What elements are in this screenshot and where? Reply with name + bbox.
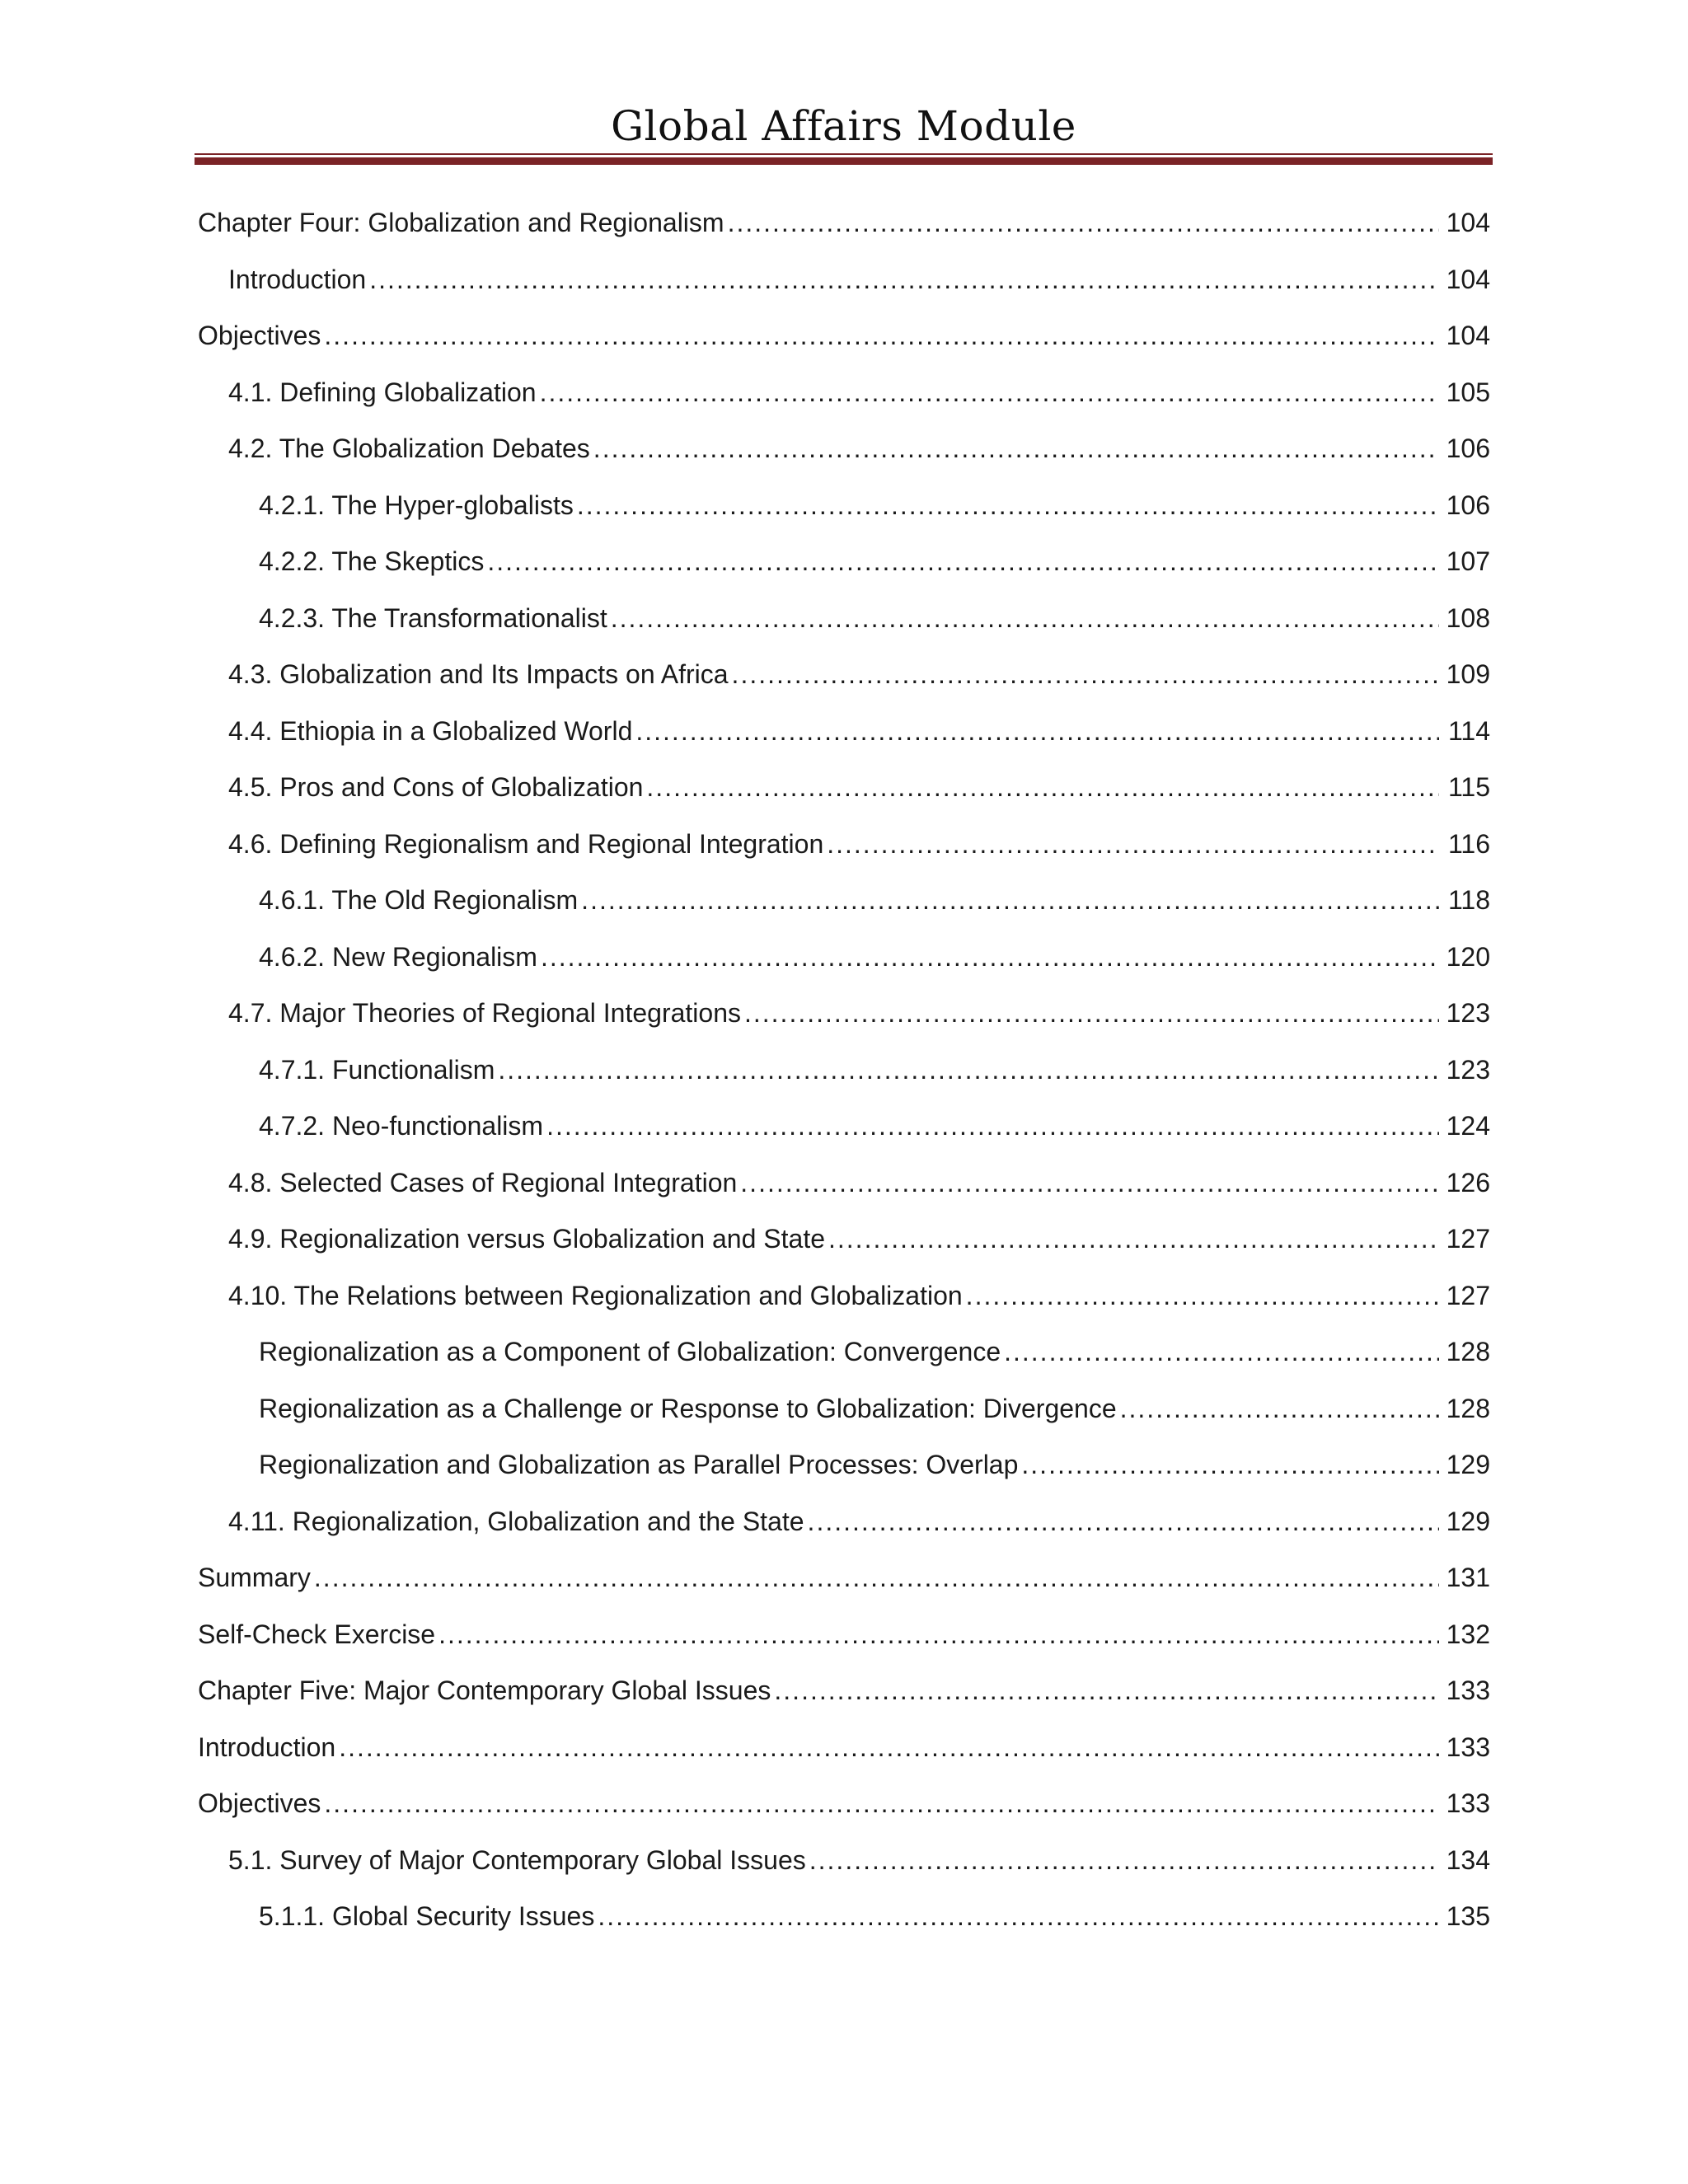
toc-entry-label: 4.2.3. The Transformationalist — [259, 602, 607, 633]
toc-dot-leader — [966, 1275, 1439, 1316]
toc-entry-label: Regionalization and Globalization as Parallel Processes: Overlap — [259, 1450, 1019, 1479]
toc-entry[interactable] — [198, 1783, 1490, 1840]
toc-entry[interactable] — [198, 1840, 1490, 1896]
toc-entry-label: Regionalization as a Challenge or Response to Globalization: Divergence — [259, 1393, 1117, 1423]
header-title: Global Affairs Module — [611, 102, 1076, 150]
toc-dot-leader — [646, 766, 1439, 808]
toc-dot-leader — [598, 1896, 1439, 1937]
toc-entry[interactable] — [198, 879, 1490, 936]
toc-entry-page-number: 114 — [1447, 715, 1490, 746]
toc-dot-leader — [728, 202, 1439, 243]
toc-dot-leader — [369, 259, 1439, 300]
toc-entry-label: Regionalization as a Component of Globalization: Convergence — [259, 1337, 1001, 1366]
toc-dot-leader — [438, 1614, 1439, 1655]
toc-dot-leader — [314, 1557, 1439, 1598]
toc-entry[interactable] — [198, 315, 1490, 372]
toc-entry-page-number: 129 — [1446, 1506, 1490, 1536]
toc-entry[interactable] — [198, 1557, 1490, 1614]
toc-entry[interactable] — [198, 428, 1490, 485]
toc-entry-page-number: 131 — [1446, 1563, 1490, 1592]
toc-entry-label: 4.7.2. Neo-functionalism — [259, 1111, 544, 1141]
toc-entry-label: 4.7.1. Functionalism — [259, 1054, 495, 1085]
toc-entry-label: 5.1. Survey of Major Contemporary Global Issues — [228, 1844, 806, 1875]
toc-entry-label: Introduction — [198, 1732, 336, 1762]
toc-entry-page-number: 129 — [1446, 1450, 1490, 1479]
toc-entry-label: Objectives — [198, 321, 321, 350]
toc-entry-page-number: 124 — [1446, 1111, 1490, 1141]
toc-dot-leader — [339, 1727, 1439, 1768]
toc-dot-leader — [577, 485, 1439, 526]
toc-entry[interactable] — [198, 1388, 1490, 1445]
toc-entry-page-number: 128 — [1446, 1337, 1490, 1366]
toc-entry-label: 4.2.2. The Skeptics — [259, 546, 485, 576]
toc-entry[interactable] — [198, 1275, 1490, 1332]
toc-entry-page-number: 116 — [1447, 828, 1490, 859]
toc-dot-leader — [1120, 1388, 1439, 1429]
toc-entry-page-number: 104 — [1446, 321, 1490, 350]
toc-entry-label: 4.5. Pros and Cons of Globalization — [228, 772, 644, 802]
toc-entry-page-number: 107 — [1446, 546, 1490, 576]
toc-dot-leader — [740, 1162, 1439, 1203]
toc-entry-page-number: 115 — [1447, 772, 1490, 802]
toc-dot-leader — [581, 879, 1439, 921]
toc-entry[interactable] — [198, 1049, 1490, 1106]
toc-entry-page-number: 108 — [1446, 602, 1490, 633]
header-rule-thin — [195, 153, 1493, 155]
table-of-contents — [198, 202, 1490, 1952]
toc-entry-label: Objectives — [198, 1788, 321, 1818]
toc-entry-page-number: 105 — [1446, 377, 1490, 407]
toc-dot-leader — [541, 936, 1439, 977]
toc-entry-page-number: 120 — [1446, 941, 1490, 972]
toc-entry-label: 4.2.1. The Hyper-globalists — [259, 490, 574, 520]
toc-entry-page-number: 123 — [1446, 998, 1490, 1028]
toc-dot-leader — [744, 992, 1439, 1033]
toc-entry-page-number: 106 — [1446, 490, 1490, 520]
toc-entry-page-number: 133 — [1446, 1788, 1490, 1818]
toc-entry-page-number: 123 — [1446, 1054, 1490, 1085]
toc-entry[interactable] — [198, 372, 1490, 429]
toc-entry-label: Introduction — [228, 264, 367, 294]
header-rule-thick — [195, 157, 1493, 165]
toc-entry[interactable] — [198, 1444, 1490, 1501]
toc-dot-leader — [324, 1783, 1439, 1824]
toc-entry[interactable] — [198, 766, 1490, 823]
toc-dot-leader — [809, 1840, 1439, 1881]
toc-dot-leader — [324, 315, 1439, 356]
toc-entry[interactable] — [198, 1896, 1490, 1952]
toc-entry-label: 5.1.1. Global Security Issues — [259, 1901, 595, 1931]
toc-entry[interactable] — [198, 259, 1490, 316]
toc-entry[interactable] — [198, 1331, 1490, 1388]
toc-entry-label: Summary — [198, 1563, 311, 1592]
toc-entry[interactable] — [198, 1614, 1490, 1671]
toc-dot-leader — [611, 598, 1439, 639]
toc-entry-label: 4.6. Defining Regionalism and Regional Integration — [228, 828, 824, 859]
toc-entry-page-number: 104 — [1446, 208, 1490, 237]
toc-dot-leader — [1021, 1444, 1439, 1485]
toc-dot-leader — [593, 428, 1439, 469]
toc-entry[interactable] — [198, 1105, 1490, 1162]
toc-entry-page-number: 127 — [1446, 1280, 1490, 1310]
toc-entry-page-number: 109 — [1446, 659, 1490, 689]
toc-entry-page-number: 106 — [1446, 434, 1490, 463]
toc-entry-label: 4.6.2. New Regionalism — [259, 941, 537, 972]
toc-dot-leader — [498, 1049, 1439, 1090]
toc-entry-page-number: 118 — [1447, 885, 1490, 915]
toc-dot-leader — [827, 823, 1439, 865]
toc-entry-label: 4.6.1. The Old Regionalism — [259, 885, 579, 915]
toc-entry-page-number: 135 — [1446, 1901, 1490, 1931]
toc-entry[interactable] — [198, 598, 1490, 654]
toc-entry[interactable] — [198, 1727, 1490, 1783]
toc-entry-page-number: 132 — [1446, 1619, 1490, 1649]
toc-entry-label: 4.10. The Relations between Regionalization and Globalization — [228, 1280, 963, 1310]
toc-dot-leader — [774, 1670, 1439, 1711]
toc-entry-page-number: 104 — [1446, 264, 1490, 294]
toc-dot-leader — [828, 1218, 1439, 1259]
toc-entry-label: Chapter Four: Globalization and Regionalism — [198, 208, 724, 237]
toc-entry[interactable] — [198, 823, 1490, 880]
toc-entry-label: 4.1. Defining Globalization — [228, 377, 537, 407]
toc-entry-label: 4.7. Major Theories of Regional Integrations — [228, 998, 741, 1028]
toc-entry[interactable] — [198, 485, 1490, 541]
toc-dot-leader — [1004, 1331, 1439, 1372]
toc-entry[interactable] — [198, 992, 1490, 1049]
toc-entry-label: 4.9. Regionalization versus Globalization and State — [228, 1224, 825, 1254]
toc-entry[interactable] — [198, 1218, 1490, 1275]
toc-entry[interactable] — [198, 710, 1490, 767]
toc-entry-label: 4.3. Globalization and Its Impacts on Africa — [228, 659, 729, 689]
toc-entry-label: Chapter Five: Major Contemporary Global Issues — [198, 1675, 771, 1705]
toc-entry-page-number: 133 — [1446, 1675, 1490, 1705]
toc-dot-leader — [540, 372, 1439, 413]
toc-entry[interactable] — [198, 1670, 1490, 1727]
toc-dot-leader — [635, 710, 1439, 752]
toc-entry-label: 4.2. The Globalization Debates — [228, 434, 590, 463]
toc-entry-page-number: 128 — [1446, 1393, 1490, 1423]
toc-dot-leader — [546, 1105, 1439, 1146]
toc-entry-page-number: 126 — [1446, 1167, 1490, 1197]
toc-entry[interactable] — [198, 1162, 1490, 1219]
toc-entry-label: 4.4. Ethiopia in a Globalized World — [228, 715, 633, 746]
toc-entry-label: 4.8. Selected Cases of Regional Integration — [228, 1167, 738, 1197]
toc-entry-label: Self-Check Exercise — [198, 1619, 436, 1649]
toc-dot-leader — [487, 541, 1439, 582]
toc-entry[interactable] — [198, 202, 1490, 259]
toc-dot-leader — [732, 654, 1439, 695]
toc-entry-page-number: 134 — [1446, 1844, 1490, 1875]
toc-entry[interactable] — [198, 541, 1490, 598]
toc-entry-page-number: 127 — [1446, 1224, 1490, 1254]
toc-entry[interactable] — [198, 1501, 1490, 1558]
toc-entry-label: 4.11. Regionalization, Globalization and the State — [228, 1506, 804, 1536]
toc-entry[interactable] — [198, 936, 1490, 993]
page-header — [195, 97, 1493, 155]
toc-dot-leader — [808, 1501, 1439, 1542]
toc-entry[interactable] — [198, 654, 1490, 710]
toc-entry-page-number: 133 — [1446, 1732, 1490, 1762]
